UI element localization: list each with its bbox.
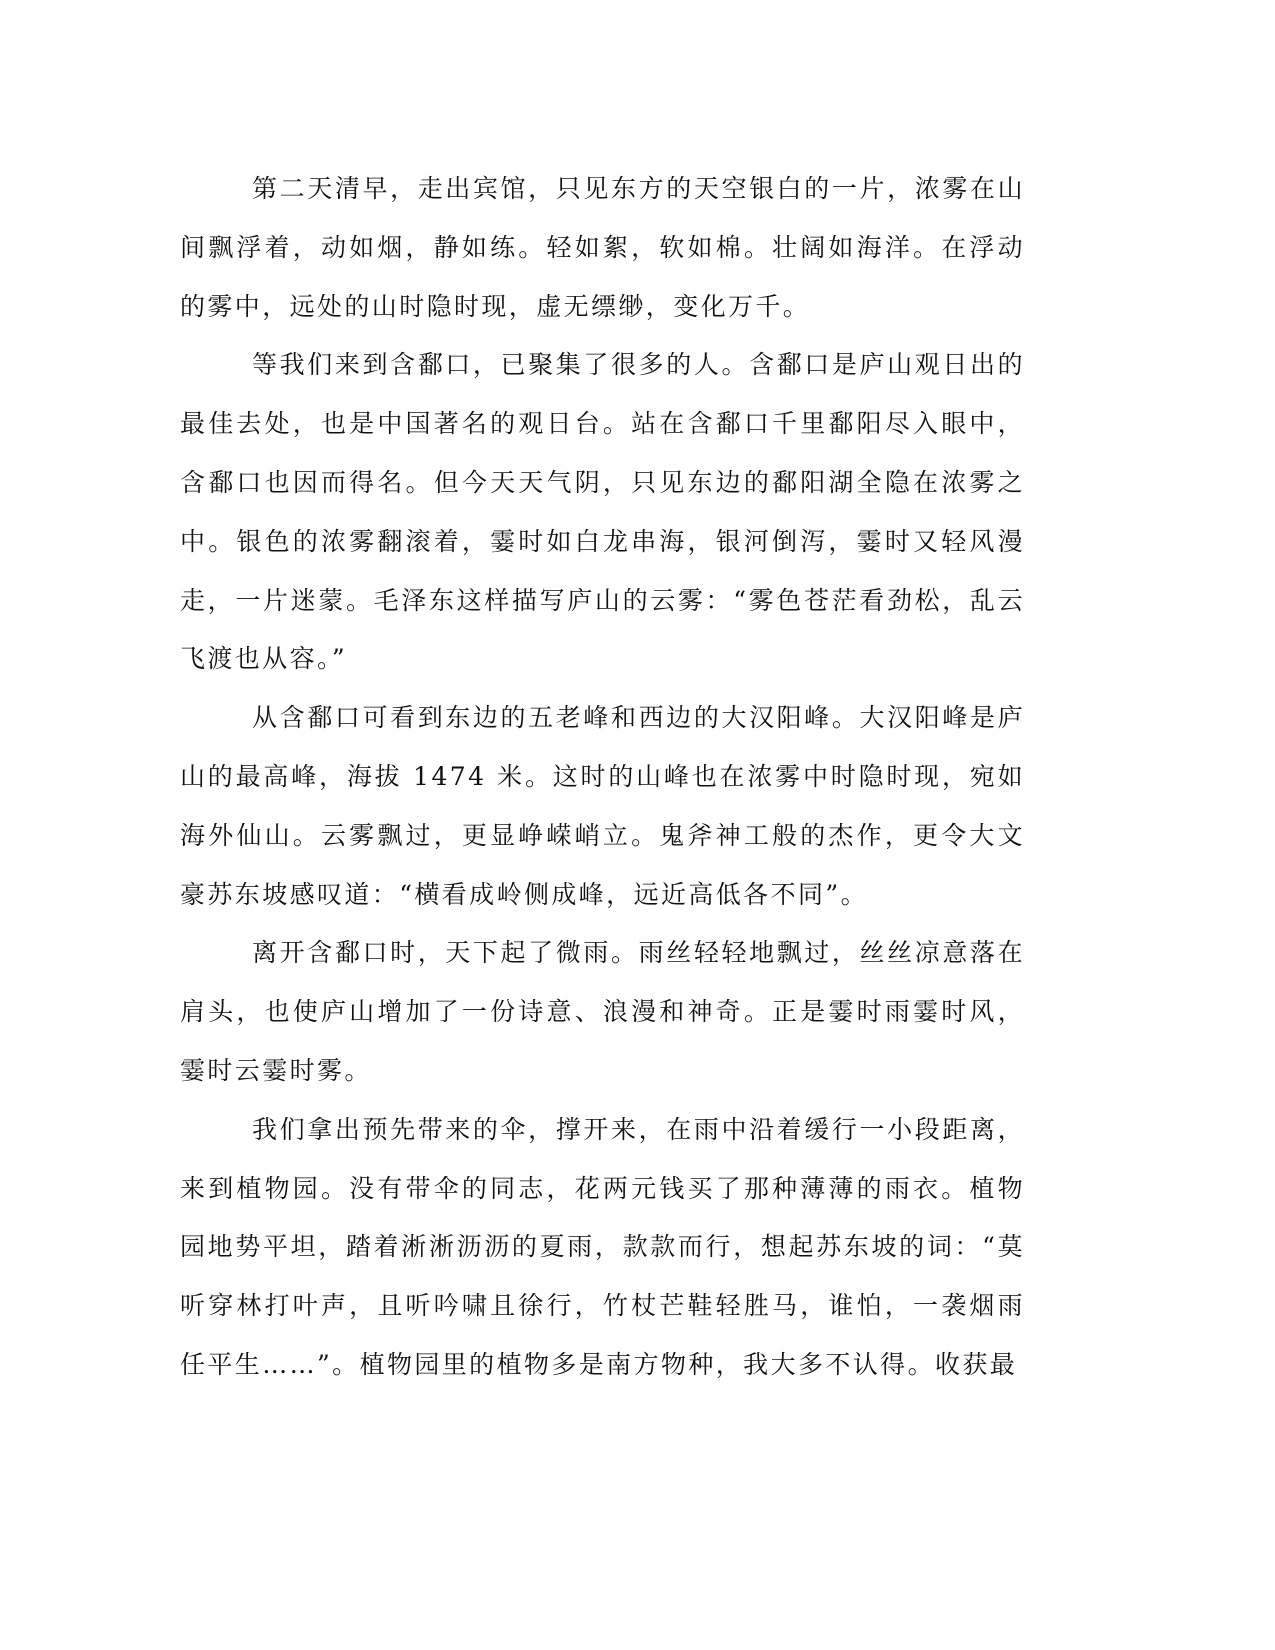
paragraph-4: 离开含鄱口时，天下起了微雨。雨丝轻轻地飘过，丝丝凉意落在肩头，也使庐山增加了一份诗意、浪漫和神奇。正是霎时雨霎时风，霎时云霎时雾。 bbox=[180, 938, 1025, 1085]
body-text bbox=[180, 160, 1025, 1395]
paragraph-5: 我们拿出预先带来的伞，撑开来，在雨中沿着缓行一小段距离，来到植物园。没有带伞的同志，花两元钱买了那种薄薄的雨衣。植物园地势平坦，踏着淅淅沥沥的夏雨，款款而行，想起苏东坡的词：“莫听穿林打叶声，且听吟啸且徐行，竹杖芒鞋轻胜马，谁怕，一袭烟雨任平生……”。植物园里的植物多是南方物种，我大多不认得。收获最 bbox=[180, 1114, 1025, 1379]
paragraph-1: 第二天清早，走出宾馆，只见东方的天空银白的一片，浓雾在山间飘浮着，动如烟，静如练。轻如絮，软如棉。壮阔如海洋。在浮动的雾中，远处的山时隐时现，虚无缥缈，变化万千。 bbox=[180, 174, 1025, 321]
paragraph-3: 从含鄱口可看到东边的五老峰和西边的大汉阳峰。大汉阳峰是庐山的最高峰，海拔 1474 米。这时的山峰也在浓雾中时隐时现，宛如海外仙山。云雾飘过，更显峥嵘峭立。鬼斧神工般的杰作，更令大文豪苏东坡感叹道：“横看成岭侧成峰，远近高低各不同”。 bbox=[180, 703, 1025, 909]
paragraph-2: 等我们来到含鄱口，已聚集了很多的人。含鄱口是庐山观日出的最佳去处，也是中国著名的观日台。站在含鄱口千里鄱阳尽入眼中，含鄱口也因而得名。但今天天气阴，只见东边的鄱阳湖全隐在浓雾之中。银色的浓雾翻滚着，霎时如白龙串海，银河倒泻，霎时又轻风漫走，一片迷蒙。毛泽东这样描写庐山的云雾：“雾色苍茫看劲松，乱云飞渡也从容。” bbox=[180, 350, 1025, 674]
